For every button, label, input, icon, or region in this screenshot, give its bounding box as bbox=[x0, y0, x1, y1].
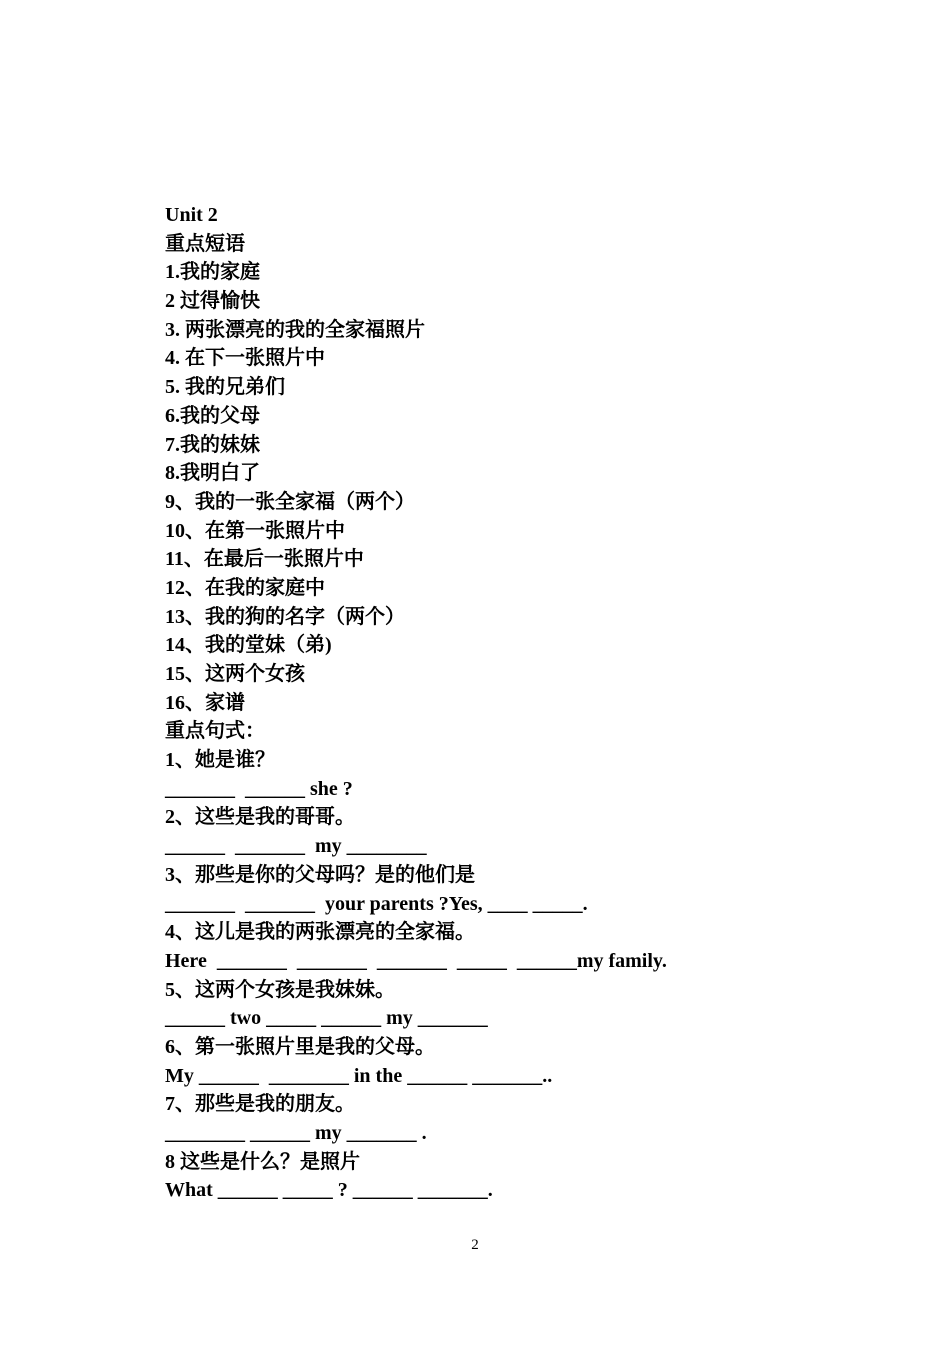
phrase-item: 13、我的狗的名字（两个） bbox=[165, 605, 405, 628]
sentence-blank: Here _______ _______ _______ _____ ______my family. bbox=[165, 949, 667, 972]
phrase-item: 3. 两张漂亮的我的全家福照片 bbox=[165, 318, 425, 341]
document-body bbox=[165, 201, 865, 1205]
sentence-prompt: 5、这两个女孩是我妹妹。 bbox=[165, 978, 395, 1001]
phrase-item: 2 过得愉快 bbox=[165, 290, 260, 313]
phrase-item: 7.我的妹妹 bbox=[165, 433, 260, 456]
phrase-item: 5. 我的兄弟们 bbox=[165, 376, 285, 399]
phrase-item: 9、我的一张全家福（两个） bbox=[165, 490, 415, 513]
sentence-blank: ______ _______ my ________ bbox=[165, 835, 427, 858]
sentence-blank: _______ _______ your parents ?Yes, ____ _____. bbox=[165, 892, 588, 915]
sentence-prompt: 4、这儿是我的两张漂亮的全家福。 bbox=[165, 921, 475, 944]
phrases-heading: 重点短语 bbox=[165, 232, 245, 255]
phrase-item: 8.我明白了 bbox=[165, 462, 260, 485]
sentence-list bbox=[165, 746, 865, 1205]
sentence-blank: _______ ______ she ? bbox=[165, 777, 353, 800]
sentence-blank: My ______ ________ in the ______ _______.. bbox=[165, 1064, 553, 1087]
sentence-blank: ______ two _____ ______ my _______ bbox=[165, 1007, 488, 1030]
sentence-prompt: 7、那些是我的朋友。 bbox=[165, 1093, 355, 1116]
phrase-item: 10、在第一张照片中 bbox=[165, 519, 345, 542]
phrase-item: 15、这两个女孩 bbox=[165, 663, 305, 685]
sentences-heading: 重点句式： bbox=[165, 720, 265, 743]
phrase-item: 1.我的家庭 bbox=[165, 261, 260, 284]
sentence-blank: What ______ _____ ? ______ _______. bbox=[165, 1179, 493, 1202]
phrase-item: 4. 在下一张照片中 bbox=[165, 347, 325, 370]
sentence-prompt: 8 这些是什么？是照片 bbox=[165, 1150, 360, 1173]
phrase-item: 14、我的堂妹（弟) bbox=[165, 634, 332, 657]
sentence-prompt: 3、那些是你的父母吗？是的他们是 bbox=[165, 863, 475, 886]
phrase-item: 11、在最后一张照片中 bbox=[165, 548, 364, 571]
sentence-prompt: 6、第一张照片里是我的父母。 bbox=[165, 1035, 435, 1058]
phrase-item: 16、家谱 bbox=[165, 691, 245, 714]
sentence-blank: ________ ______ my _______ . bbox=[165, 1122, 427, 1144]
sentence-prompt: 2、这些是我的哥哥。 bbox=[165, 806, 355, 829]
phrase-list bbox=[165, 258, 865, 717]
sentence-prompt: 1、她是谁？ bbox=[165, 749, 275, 772]
unit-title: Unit 2 bbox=[165, 204, 218, 226]
page-number: 2 bbox=[471, 1237, 479, 1253]
phrase-item: 6.我的父母 bbox=[165, 404, 260, 427]
phrase-item: 12、在我的家庭中 bbox=[165, 576, 325, 599]
